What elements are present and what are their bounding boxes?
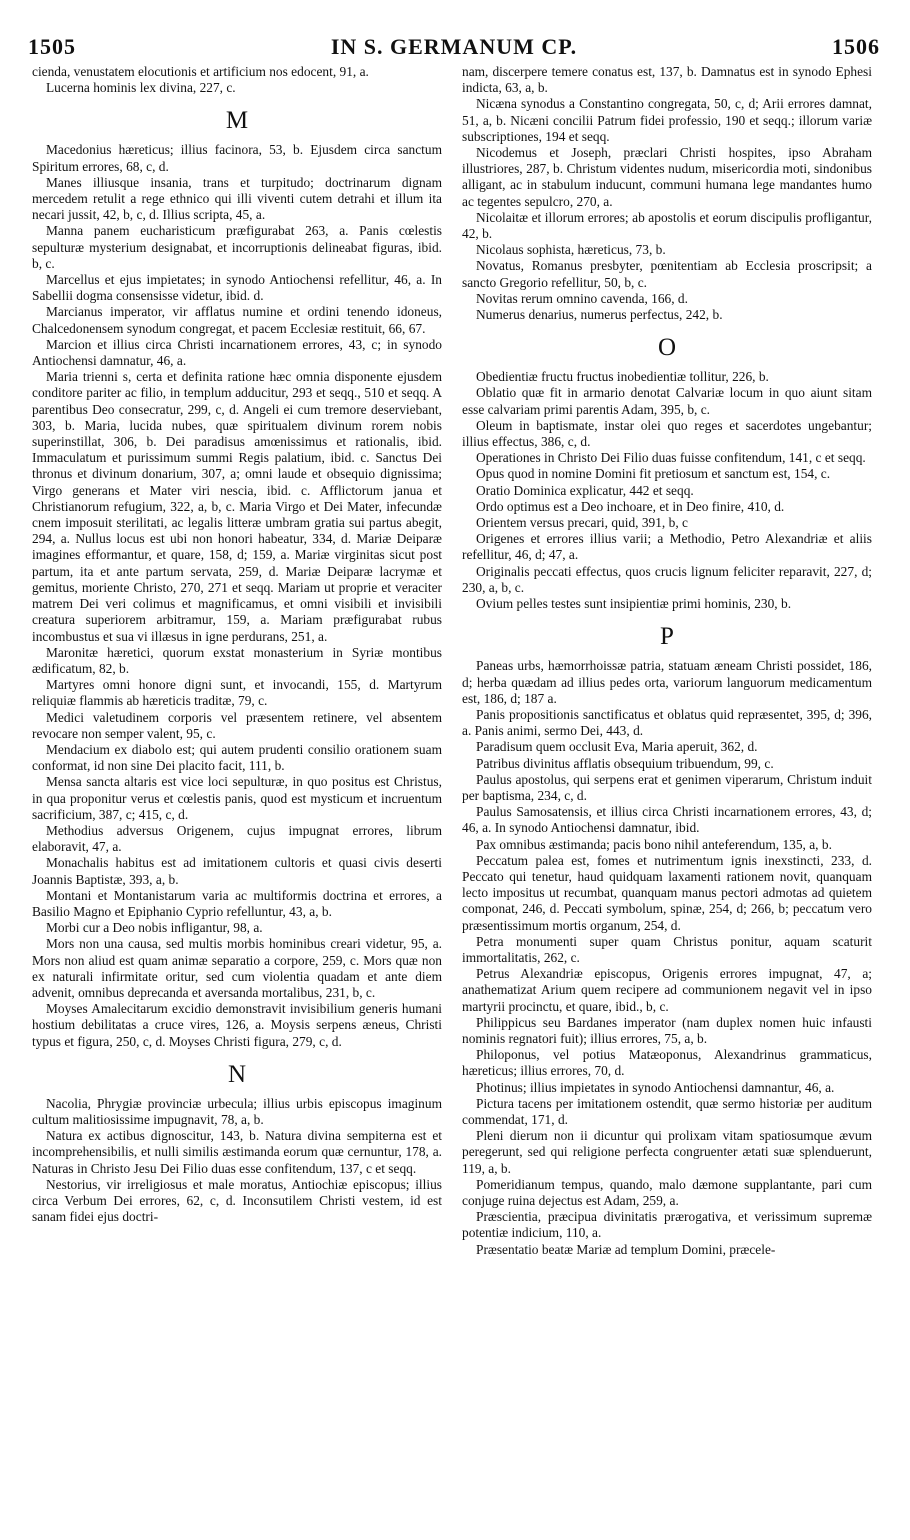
index-entry: Paradisum quem occlusit Eva, Maria aperuit, 362, d.: [476, 739, 758, 755]
index-entry: Ordo optimus est a Deo inchoare, et in Deo finire, 410, d.: [476, 498, 785, 514]
index-entry: Origenes et errores illius varii; a Methodio, Petro Alexandriæ et aliis refellitur, 46, d; 47, a.: [462, 531, 872, 563]
index-entry: Petrus Alexandriæ episcopus, Origenis errores impugnat, 47, a; anathematizat Arium quem recipere ad communionem negavit vel in ipso martyrii procinctu, et quare, ibid., b, c.: [462, 966, 872, 1014]
index-entry: Nicolaus sophista, hæreticus, 73, b.: [476, 242, 666, 258]
index-entry: Præscientia, præcipua divinitatis prærogativa, et verissimum supremæ potentiæ indicium, 110, a.: [462, 1209, 872, 1241]
index-entry: Operationes in Christo Dei Filio duas fuisse confitendum, 141, c et seqq.: [476, 450, 866, 466]
index-entry: Medici valetudinem corporis vel præsentem retinere, vel absentem revocare non semper valent, 95, c.: [32, 709, 442, 741]
index-entry: Philippicus seu Bardanes imperator (nam duplex nomen huic infausti nominis regnatori fuit); illius errores, 75, a, b.: [462, 1014, 872, 1046]
index-entry: Nicolaitæ et illorum errores; ab apostolis et eorum discipulis profligantur, 42, b.: [462, 209, 872, 242]
index-entry: Manes illiusque insania, trans et turpitudo; doctrinarum dignam mercedem retulit a rege ethnico qui illi viventi cutem detrahi et illum ita necari jussit, 42, b, c, d. Illius scripta, 45, a.: [32, 174, 442, 223]
index-entry: Mensa sancta altaris est vice loci sepulturæ, in quo positus est Christus, in qua proponitur verus et cœlestis panis, quod est mysticum et incruentum sacrificium, 387, c; 415, c, d.: [32, 774, 442, 822]
left-column: [32, 64, 442, 1225]
index-entry: cienda, venustatem elocutionis et artificium nos edocent, 91, a.: [32, 64, 369, 79]
right-column: [462, 64, 872, 1258]
index-entry: Marcellus et ejus impietates; in synodo Antiochensi refellitur, 46, a. In Sabellii dogma consensisse videtur, ibid. d.: [32, 272, 442, 304]
index-entry: Methodius adversus Origenem, cujus impugnat errores, librum elaboravit, 47, a.: [32, 822, 442, 855]
index-entry: Præsentatio beatæ Mariæ ad templum Domini, præcele-: [476, 1241, 776, 1257]
page-number-left: 1505: [28, 34, 76, 59]
index-entry: Maronitæ hæretici, quorum exstat monasterium in Syriæ montibus ædificatum, 82, b.: [32, 644, 442, 676]
index-entry: Novatus, Romanus presbyter, pœnitentiam ab Ecclesia proscripsit; a sancto Gregorio refellitur, 50, b, c.: [462, 258, 872, 290]
index-entry: Monachalis habitus est ad imitationem cultoris et quasi civis deserti Joannis Baptistæ, 393, a, b.: [32, 855, 442, 887]
index-entry: Montani et Montanistarum varia ac multiformis doctrina et errores, a Basilio Magno et Epiphanio Cyprio refelluntur, 43, a, b.: [32, 887, 442, 919]
index-entry: Petra monumenti super quam Christus ponitur, aquam scaturit immortalitatis, 262, c.: [462, 933, 872, 965]
section-letter-p: P: [660, 623, 674, 651]
index-entry: Oleum in baptismate, instar olei quo reges et sacerdotes ungebantur; illius effectus, 386, c, d.: [462, 417, 872, 450]
index-entry: Novitas rerum omnino cavenda, 166, d.: [476, 290, 688, 306]
index-entry: Oblatio quæ fit in armario denotat Calvariæ locum in quo aiunt sitam esse calvariam primi parentis Adam, 395, b, c.: [462, 385, 872, 417]
index-entry: Orientem versus precari, quid, 391, b, c: [476, 515, 688, 531]
index-entry: Originalis peccati effectus, quos crucis lignum feliciter reparavit, 227, d; 230, a, b, c.: [462, 563, 872, 595]
index-entry: Marcianus imperator, vir afflatus numine et ordini tenendo idoneus, Chalcedonensem synodum congregat, et pacem Ecclesiæ restituit, 66, 67.: [32, 304, 442, 336]
index-entry: Morbi cur a Deo nobis infligantur, 98, a.: [46, 920, 263, 936]
index-entry: Philoponus, vel potius Matæoponus, Alexandrinus grammaticus, hæreticus; illius errores, 70, d.: [462, 1047, 872, 1079]
index-entry: Manna panem eucharisticum præfigurabat 263, a. Panis cœlestis sepulturæ mysterium designabat, et incorruptionis delineabat figuras, ibid. b, c.: [32, 223, 442, 271]
index-entry: Paulus Samosatensis, et illius circa Christi incarnationem errores, 43, d; 46, a. In synodo Antiochensi damnatur, ibid.: [462, 804, 872, 836]
page-number-right: 1506: [832, 34, 880, 59]
index-entry: Marcion et illius circa Christi incarnationem errores, 43, c; in synodo Antiochensi damnatur, 46, a.: [32, 336, 442, 369]
index-entry: Nicæna synodus a Constantino congregata, 50, c, d; Arii errores damnat, 51, a, b. Nicæni concilii Patrum fidei professio, 190 et seqq.; illorum variæ subscriptiones, 194 et seqq.: [462, 96, 872, 144]
index-entry: Mors non una causa, sed multis morbis hominibus creari videtur, 95, a. Mors non aliud est quam animæ separatio a corpore, 259, c. Mors quæ non ex naturali infirmitate oritur, sed cum violentia quadam et ante diem advenit, omnibus deprecanda et aversanda mortalibus, 231, b, c.: [32, 936, 442, 1000]
index-entry: Nestorius, vir irreligiosus et male moratus, Antiochiæ episcopus; illius circa Verbum Dei errores, 62, c, d. Inconsutilem Christi vestem, id est sanam fidei ejus doctri-: [32, 1176, 442, 1225]
section-letter-o: O: [657, 334, 677, 362]
index-entry: Martyres omni honore digni sunt, et invocandi, 155, d. Martyrum reliquiæ flammis ab hæreticis traditæ, 79, c.: [32, 677, 442, 709]
index-entry: Ovium pelles testes sunt insipientiæ primi hominis, 230, b.: [476, 596, 792, 612]
index-entry: Obedientiæ fructu fructus inobedientiæ tollitur, 226, b.: [476, 369, 769, 385]
index-entry: Paulus apostolus, qui serpens erat et genimen viperarum, Christum induit per baptisma, 234, c, d.: [462, 771, 872, 803]
running-title: IN S. GERMANUM CP.: [330, 34, 578, 59]
page-header: [28, 34, 880, 64]
index-entry: Pomeridianum tempus, quando, malo dæmone supplantante, pari cum conjuge ruina dejectus est Adam, 259, a.: [462, 1176, 872, 1208]
index-entry: Panis propositionis sanctificatus et oblatus quid repræsentet, 395, d; 396, a. Panis animi, sermo Dei, 443, d.: [462, 706, 872, 739]
index-entry: Oratio Dominica explicatur, 442 et seqq.: [476, 482, 694, 498]
section-letter-n: N: [227, 1060, 247, 1088]
index-entry: Patribus divinitus afflatis obsequium tribuendum, 99, c.: [476, 755, 774, 771]
index-entry: Nicodemus et Joseph, præclari Christi hospites, ipso Abraham illustriores, 287, b. Christum videntes nudum, misericordia moti, sindonibus alligant, ac in stabulum inducunt, communi humana lege mandantes humo ac tegentes sepulcro, 270, a.: [462, 145, 872, 209]
index-entry: Natura ex actibus dignoscitur, 143, b. Natura divina sempiterna est et incomprehensibilis, et nulli similis æstimanda eorum quæ cernuntur, 178, a. Naturas in Christo Jesu Dei Filio duas esse confitendum, 137, c et seqq.: [32, 1128, 442, 1176]
index-entry: Pleni dierum non ii dicuntur qui prolixam vitam spatiosumque ævum peregerunt, sed qui religione perfecta congruenter ætati suæ splenduerunt, 119, a, b.: [462, 1128, 872, 1176]
index-entry: Nacolia, Phrygiæ provinciæ urbecula; illius urbis episcopus imaginum cultum malitiosissime impugnavit, 78, a, b.: [32, 1095, 442, 1127]
index-entry: Mendacium ex diabolo est; qui autem prudenti consilio orationem suam conformat, id non sine Dei placito facit, 111, b.: [32, 741, 442, 774]
index-entry: Moyses Amalecitarum excidio demonstravit invisibilium generis humani hostium debilitatas a cruce vires, 126, a. Moysis serpens æneus, Christi typus et figura, 250, c, d. Moyses Christi figura, 279, c, d.: [32, 1001, 442, 1049]
section-letter-m: M: [225, 107, 249, 135]
index-entry: Maria trienni s, certa et definita ratione hæc omnia disponente ejusdem conditore pariter ac filio, in templum adducitur, 293 et seqq., 510 et seqq. A parentibus Deo consecratur, 299, c, d. Angeli ei cum tremore deserviebant, 303, b. Maria, lucida nubes, quæ spiritualem divinum rorem nobis superinstillat, 306, b. Dei paradisus amœnissimus et rationalis, ibid. Immaculatum et purissimum summi Regis palatium, ibid. c. Sanctus Dei thronus et divinum donarium, 307, a; omni laude et obsequio dignissima; Virgo generans et Mater viri nescia, ibid. c. Afflictorum janua et Christianorum refugium, 322, a, b, c. Maria Virgo et Dei Mater, infecundæ cnem imposuit sterilitati, ac legalis litteræ umbram gratia sui partus abegit, 294, a. Nullus locus est ubi non honori habeatur, 334, d. Mariæ Deiparæ imagines efformantur, et quare, 158, d; 159, a. Mariæ virginitas sicut post partum, ita et ante partum servata, 259, d. Mariæ Deiparæ lacrymæ et gemitus, moriente Christo, 270, 271 et seqq. Mariam ut proprie et veraciter matrem Dei veri colimus et magnificamus, et omni visibili et invisibili creatura superiorem arbitramur, 159, a. Mariam præfigurabat rubus incombustus et sua vi illæsus in igne perdurans, 251, a.: [32, 369, 442, 644]
index-entry: Photinus; illius impietates in synodo Antiochensi damnantur, 46, a.: [476, 1079, 835, 1095]
index-entry: Macedonius hæreticus; illius facinora, 53, b. Ejusdem circa sanctum Spiritum errores, 68, c, d.: [32, 142, 442, 174]
index-entry: Paneas urbs, hæmorrhoissæ patria, statuam æneam Christi possidet, 186, d; herba quædam ad illius pedes orta, variorum languorum medicamentum est, 186, d; 187 a.: [462, 658, 872, 706]
index-entry: Numerus denarius, numerus perfectus, 242, b.: [476, 307, 723, 323]
index-entry: Peccatum palea est, fomes et nutrimentum ignis inexstincti, 233, d. Peccato qui tenetur, haud quidquam laxamenti rationem novit, quanquam lecto impositus ut recumbat, quanquam manus pectori admotas ad quietem componat, 246, d. Peccati symbolum, spinæ, 254, d; 266, b; peccatum vero præsentissimum mortis organum, 254, d.: [462, 852, 872, 933]
index-entry: Pax omnibus æstimanda; pacis bono nihil anteferendum, 135, a, b.: [476, 836, 832, 852]
index-entry: nam, discerpere temere conatus est, 137, b. Damnatus est in synodo Ephesi indicta, 63, a, b.: [462, 64, 872, 96]
index-entry: Lucerna hominis lex divina, 227, c.: [46, 80, 236, 96]
index-entry: Pictura tacens per imitationem ostendit, quæ sermo historiæ per auditum commendat, 171, d.: [462, 1095, 872, 1127]
index-entry: Opus quod in nomine Domini fit pretiosum et sanctum est, 154, c.: [476, 466, 831, 482]
